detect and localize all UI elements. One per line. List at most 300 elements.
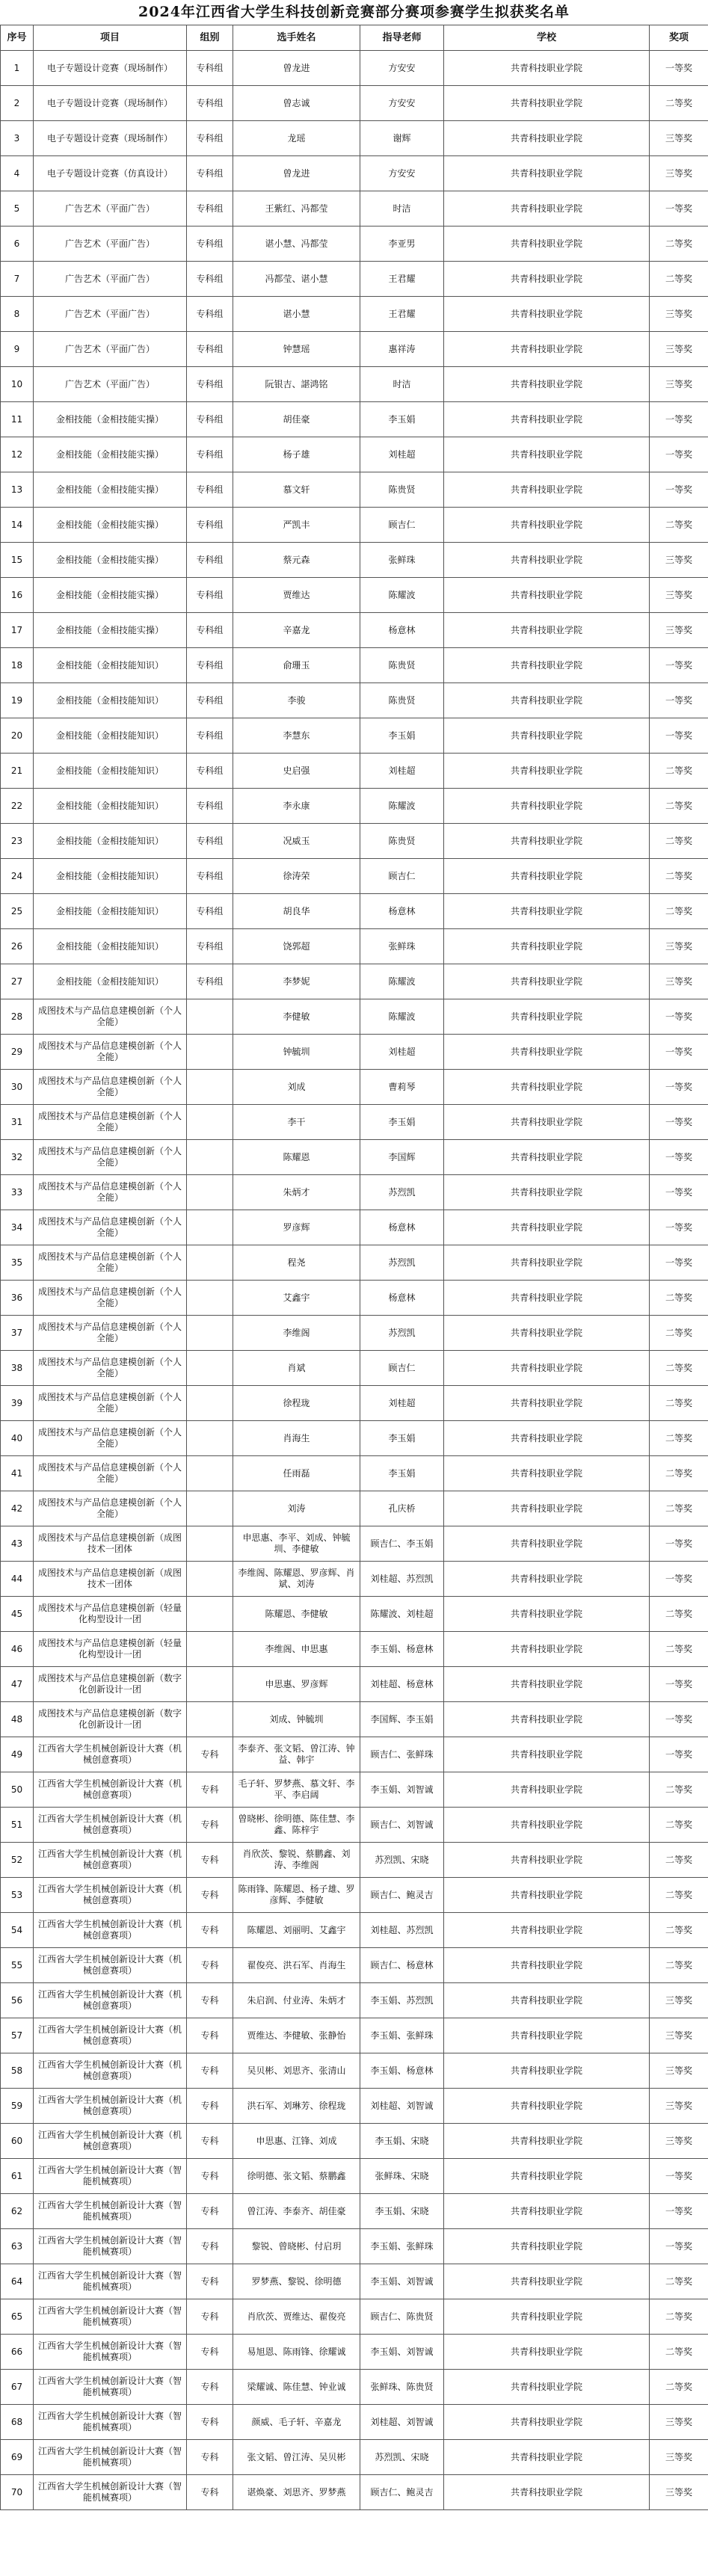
cell-index: 61: [1, 2159, 34, 2194]
cell-project: 江西省大学生机械创新设计大赛（机械创意赛项）: [34, 1913, 187, 1948]
cell-index: 65: [1, 2299, 34, 2335]
cell-group: 专科: [187, 2335, 233, 2370]
cell-index: 47: [1, 1667, 34, 1702]
cell-award: 三等奖: [650, 2440, 708, 2475]
cell-index: 14: [1, 508, 34, 543]
cell-school: 共青科技职业学院: [444, 2264, 650, 2299]
cell-contestants: 肖斌: [233, 1351, 360, 1386]
cell-group: 专科组: [187, 859, 233, 894]
table-row: [1, 1983, 708, 2018]
cell-project: 电子专题设计竞赛（现场制作）: [34, 51, 187, 86]
table-row: [1, 1281, 708, 1316]
table-row: [1, 964, 708, 999]
cell-index: 42: [1, 1491, 34, 1526]
cell-advisors: 李玉娟、苏烈凯: [360, 1983, 444, 2018]
cell-contestants: 徐明德、张文韬、蔡鹏鑫: [233, 2159, 360, 2194]
cell-award: 一等奖: [650, 683, 708, 718]
cell-index: 19: [1, 683, 34, 718]
cell-school: 共青科技职业学院: [444, 1772, 650, 1808]
cell-group: 专科组: [187, 367, 233, 402]
table-row: [1, 1456, 708, 1491]
cell-advisors: 方安安: [360, 156, 444, 191]
cell-school: 共青科技职业学院: [444, 51, 650, 86]
table-row: [1, 1245, 708, 1281]
cell-advisors: 陈贵贤: [360, 683, 444, 718]
cell-group: 专科: [187, 2053, 233, 2089]
cell-contestants: 曾龙进: [233, 156, 360, 191]
cell-school: 共青科技职业学院: [444, 472, 650, 508]
cell-contestants: 俞珊玉: [233, 648, 360, 683]
cell-school: 共青科技职业学院: [444, 402, 650, 437]
column-header-award: 奖项: [650, 25, 708, 51]
cell-index: 6: [1, 227, 34, 262]
cell-project: 成图技术与产品信息建模创新（个人全能）: [34, 1281, 187, 1316]
cell-index: 56: [1, 1983, 34, 2018]
cell-award: 二等奖: [650, 1491, 708, 1526]
cell-group: 专科: [187, 1843, 233, 1878]
cell-school: 共青科技职业学院: [444, 2299, 650, 2335]
cell-project: 江西省大学生机械创新设计大赛（智能机械赛项）: [34, 2159, 187, 2194]
cell-project: 金相技能（金相技能知识）: [34, 929, 187, 964]
table-row: [1, 2299, 708, 2335]
table-row: [1, 1878, 708, 1913]
cell-index: 34: [1, 1210, 34, 1245]
cell-project: 成图技术与产品信息建模创新（轻量化构型设计一团: [34, 1597, 187, 1632]
cell-project: 广告艺术（平面广告）: [34, 191, 187, 227]
cell-school: 共青科技职业学院: [444, 929, 650, 964]
cell-index: 25: [1, 894, 34, 929]
cell-advisors: 顾吉仁、刘智诚: [360, 1808, 444, 1843]
cell-project: 江西省大学生机械创新设计大赛（智能机械赛项）: [34, 2264, 187, 2299]
cell-project: 成图技术与产品信息建模创新（个人全能）: [34, 1491, 187, 1526]
cell-project: 金相技能（金相技能知识）: [34, 894, 187, 929]
cell-project: 金相技能（金相技能实操）: [34, 472, 187, 508]
cell-school: 共青科技职业学院: [444, 1526, 650, 1562]
cell-project: 电子专题设计竞赛（现场制作）: [34, 121, 187, 156]
cell-advisors: 刘桂超: [360, 1386, 444, 1421]
cell-contestants: 李干: [233, 1105, 360, 1140]
cell-group: 专科组: [187, 227, 233, 262]
cell-school: 共青科技职业学院: [444, 1386, 650, 1421]
cell-school: 共青科技职业学院: [444, 683, 650, 718]
cell-advisors: 顾吉仁、杨意林: [360, 1948, 444, 1983]
cell-contestants: 李泰齐、张文韬、曾江涛、钟益、韩宇: [233, 1737, 360, 1772]
cell-index: 62: [1, 2194, 34, 2229]
cell-school: 共青科技职业学院: [444, 2370, 650, 2405]
cell-advisors: 王君耀: [360, 262, 444, 297]
cell-contestants: 李慧东: [233, 718, 360, 754]
cell-school: 共青科技职业学院: [444, 297, 650, 332]
cell-contestants: 曾志诚: [233, 86, 360, 121]
cell-advisors: 苏烈凯: [360, 1175, 444, 1210]
cell-award: 一等奖: [650, 1737, 708, 1772]
cell-group: [187, 1597, 233, 1632]
cell-project: 金相技能（金相技能知识）: [34, 824, 187, 859]
cell-group: 专科组: [187, 543, 233, 578]
cell-project: 江西省大学生机械创新设计大赛（机械创意赛项）: [34, 1948, 187, 1983]
cell-index: 53: [1, 1878, 34, 1913]
cell-award: 三等奖: [650, 2053, 708, 2089]
cell-group: [187, 1140, 233, 1175]
cell-contestants: 申思惠、江锋、刘成: [233, 2124, 360, 2159]
cell-advisors: 方安安: [360, 51, 444, 86]
cell-project: 成图技术与产品信息建模创新（轻量化构型设计一团: [34, 1632, 187, 1667]
cell-group: 专科组: [187, 929, 233, 964]
cell-group: [187, 1210, 233, 1245]
cell-index: 24: [1, 859, 34, 894]
cell-contestants: 饶郭超: [233, 929, 360, 964]
cell-award: 三等奖: [650, 297, 708, 332]
cell-award: 二等奖: [650, 1386, 708, 1421]
cell-contestants: 冯都莹、谌小慧: [233, 262, 360, 297]
cell-school: 共青科技职业学院: [444, 1737, 650, 1772]
cell-school: 共青科技职业学院: [444, 1351, 650, 1386]
cell-award: 二等奖: [650, 508, 708, 543]
cell-advisors: 陈耀波: [360, 789, 444, 824]
cell-advisors: 顾吉仁: [360, 1351, 444, 1386]
table-row: [1, 754, 708, 789]
cell-index: 21: [1, 754, 34, 789]
cell-school: 共青科技职业学院: [444, 1070, 650, 1105]
cell-index: 59: [1, 2089, 34, 2124]
cell-group: 专科: [187, 2370, 233, 2405]
cell-school: 共青科技职业学院: [444, 191, 650, 227]
table-row: [1, 1632, 708, 1667]
cell-index: 27: [1, 964, 34, 999]
cell-advisors: 张鲜珠: [360, 929, 444, 964]
cell-index: 54: [1, 1913, 34, 1948]
cell-project: 成图技术与产品信息建模创新（数字化创新设计一团: [34, 1667, 187, 1702]
cell-contestants: 易旭恩、陈雨锋、徐耀诚: [233, 2335, 360, 2370]
table-row: [1, 1843, 708, 1878]
cell-school: 共青科技职业学院: [444, 332, 650, 367]
cell-index: 37: [1, 1316, 34, 1351]
cell-school: 共青科技职业学院: [444, 718, 650, 754]
cell-award: 二等奖: [650, 2264, 708, 2299]
cell-advisors: 方安安: [360, 86, 444, 121]
cell-project: 成图技术与产品信息建模创新（个人全能）: [34, 1245, 187, 1281]
cell-advisors: 陈耀波: [360, 999, 444, 1035]
table-row: [1, 1070, 708, 1105]
cell-contestants: 龙瑶: [233, 121, 360, 156]
cell-school: 共青科技职业学院: [444, 824, 650, 859]
cell-index: 10: [1, 367, 34, 402]
cell-index: 22: [1, 789, 34, 824]
cell-contestants: 刘成、钟毓圳: [233, 1702, 360, 1737]
cell-project: 成图技术与产品信息建模创新（个人全能）: [34, 1351, 187, 1386]
table-row: [1, 2018, 708, 2053]
cell-group: [187, 1562, 233, 1597]
cell-project: 江西省大学生机械创新设计大赛（机械创意赛项）: [34, 1983, 187, 2018]
cell-index: 43: [1, 1526, 34, 1562]
table-row: [1, 578, 708, 613]
cell-index: 12: [1, 437, 34, 472]
table-row: [1, 51, 708, 86]
cell-school: 共青科技职业学院: [444, 367, 650, 402]
cell-contestants: 颜威、毛子轩、辛嘉龙: [233, 2405, 360, 2440]
cell-project: 金相技能（金相技能知识）: [34, 648, 187, 683]
cell-project: 江西省大学生机械创新设计大赛（智能机械赛项）: [34, 2194, 187, 2229]
cell-contestants: 陈雨锋、陈耀恩、杨子雄、罗彦辉、李健敏: [233, 1878, 360, 1913]
cell-advisors: 李玉娟、张鲜珠: [360, 2229, 444, 2264]
cell-group: 专科组: [187, 472, 233, 508]
cell-contestants: 申思惠、李平、刘成、钟毓圳、李健敏: [233, 1526, 360, 1562]
cell-advisors: 曹莉琴: [360, 1070, 444, 1105]
cell-school: 共青科技职业学院: [444, 789, 650, 824]
cell-advisors: 顾吉仁、鲍灵吉: [360, 1878, 444, 1913]
cell-advisors: 苏烈凯: [360, 1245, 444, 1281]
cell-index: 60: [1, 2124, 34, 2159]
cell-school: 共青科技职业学院: [444, 999, 650, 1035]
cell-group: 专科组: [187, 332, 233, 367]
cell-project: 成图技术与产品信息建模创新（个人全能）: [34, 1386, 187, 1421]
cell-contestants: 肖欣茨、贾维达、翟俊亮: [233, 2299, 360, 2335]
cell-school: 共青科技职业学院: [444, 1035, 650, 1070]
cell-group: 专科组: [187, 789, 233, 824]
cell-award: 三等奖: [650, 2089, 708, 2124]
cell-school: 共青科技职业学院: [444, 2159, 650, 2194]
cell-project: 金相技能（金相技能知识）: [34, 964, 187, 999]
table-row: [1, 1491, 708, 1526]
cell-award: 一等奖: [650, 2194, 708, 2229]
cell-advisors: 孔庆桥: [360, 1491, 444, 1526]
cell-group: 专科: [187, 1913, 233, 1948]
cell-group: 专科: [187, 2089, 233, 2124]
cell-contestants: 史启强: [233, 754, 360, 789]
cell-contestants: 任雨磊: [233, 1456, 360, 1491]
cell-award: 一等奖: [650, 1702, 708, 1737]
cell-contestants: 徐涛荣: [233, 859, 360, 894]
cell-project: 江西省大学生机械创新设计大赛（智能机械赛项）: [34, 2335, 187, 2370]
cell-award: 二等奖: [650, 2299, 708, 2335]
cell-index: 8: [1, 297, 34, 332]
cell-award: 三等奖: [650, 929, 708, 964]
cell-school: 共青科技职业学院: [444, 2229, 650, 2264]
cell-school: 共青科技职业学院: [444, 2018, 650, 2053]
cell-group: [187, 1702, 233, 1737]
cell-award: 二等奖: [650, 2370, 708, 2405]
cell-project: 成图技术与产品信息建模创新（个人全能）: [34, 1140, 187, 1175]
cell-advisors: 顾吉仁: [360, 508, 444, 543]
cell-group: 专科组: [187, 86, 233, 121]
table-row: [1, 718, 708, 754]
cell-contestants: 慕文轩: [233, 472, 360, 508]
cell-index: 45: [1, 1597, 34, 1632]
table-row: [1, 2335, 708, 2370]
cell-group: [187, 1386, 233, 1421]
cell-award: 一等奖: [650, 1175, 708, 1210]
cell-contestants: 谌焕豪、刘思齐、罗梦燕: [233, 2475, 360, 2510]
cell-award: 一等奖: [650, 1140, 708, 1175]
table-row: [1, 929, 708, 964]
cell-advisors: 谢辉: [360, 121, 444, 156]
cell-group: 专科组: [187, 718, 233, 754]
cell-group: 专科组: [187, 156, 233, 191]
cell-advisors: 陈耀波、刘桂超: [360, 1597, 444, 1632]
cell-index: 30: [1, 1070, 34, 1105]
cell-contestants: 曾龙进: [233, 51, 360, 86]
cell-group: [187, 1105, 233, 1140]
table-row: [1, 121, 708, 156]
cell-award: 三等奖: [650, 332, 708, 367]
cell-group: [187, 1281, 233, 1316]
cell-advisors: 杨意林: [360, 1281, 444, 1316]
cell-contestants: 辛嘉龙: [233, 613, 360, 648]
cell-contestants: 李维阁、陈耀恩、罗彦辉、肖斌、刘涛: [233, 1562, 360, 1597]
cell-contestants: 贾维达: [233, 578, 360, 613]
cell-school: 共青科技职业学院: [444, 1105, 650, 1140]
cell-project: 江西省大学生机械创新设计大赛（智能机械赛项）: [34, 2440, 187, 2475]
cell-project: 成图技术与产品信息建模创新（成图技术一团体: [34, 1526, 187, 1562]
cell-school: 共青科技职业学院: [444, 964, 650, 999]
cell-group: 专科组: [187, 297, 233, 332]
cell-group: 专科: [187, 2229, 233, 2264]
cell-school: 共青科技职业学院: [444, 1948, 650, 1983]
cell-group: 专科组: [187, 683, 233, 718]
cell-award: 一等奖: [650, 718, 708, 754]
cell-school: 共青科技职业学院: [444, 1140, 650, 1175]
cell-award: 二等奖: [650, 1281, 708, 1316]
cell-project: 广告艺术（平面广告）: [34, 332, 187, 367]
cell-contestants: 洪石军、刘琳芳、徐程珑: [233, 2089, 360, 2124]
cell-contestants: 吴贝彬、刘思齐、张清山: [233, 2053, 360, 2089]
cell-contestants: 阮银吉、諶鸿铭: [233, 367, 360, 402]
cell-advisors: 李玉娟、宋晓: [360, 2124, 444, 2159]
cell-project: 金相技能（金相技能知识）: [34, 683, 187, 718]
cell-school: 共青科技职业学院: [444, 648, 650, 683]
table-row: [1, 1351, 708, 1386]
cell-advisors: 刘桂超、苏烈凯: [360, 1913, 444, 1948]
cell-advisors: 李国辉、李玉娟: [360, 1702, 444, 1737]
table-row: [1, 472, 708, 508]
cell-advisors: 李玉娟: [360, 1105, 444, 1140]
cell-advisors: 李玉娟、刘智诚: [360, 2335, 444, 2370]
cell-award: 一等奖: [650, 191, 708, 227]
cell-index: 41: [1, 1456, 34, 1491]
cell-group: 专科组: [187, 894, 233, 929]
cell-project: 成图技术与产品信息建模创新（个人全能）: [34, 1035, 187, 1070]
cell-award: 一等奖: [650, 2159, 708, 2194]
cell-advisors: 顾吉仁、鲍灵吉: [360, 2475, 444, 2510]
cell-advisors: 苏烈凯、宋晓: [360, 2440, 444, 2475]
table-row: [1, 437, 708, 472]
cell-award: 二等奖: [650, 1948, 708, 1983]
cell-index: 57: [1, 2018, 34, 2053]
cell-index: 50: [1, 1772, 34, 1808]
cell-contestants: 翟俊亮、洪石军、肖海生: [233, 1948, 360, 1983]
cell-award: 二等奖: [650, 1843, 708, 1878]
cell-index: 49: [1, 1737, 34, 1772]
table-row: [1, 1667, 708, 1702]
cell-award: 三等奖: [650, 121, 708, 156]
table-row: [1, 543, 708, 578]
cell-award: 二等奖: [650, 789, 708, 824]
table-row: [1, 613, 708, 648]
cell-group: 专科: [187, 2405, 233, 2440]
column-header-advisors: 指导老师: [360, 25, 444, 51]
cell-school: 共青科技职业学院: [444, 2405, 650, 2440]
cell-contestants: 杨子雄: [233, 437, 360, 472]
table-row: [1, 262, 708, 297]
cell-group: 专科组: [187, 191, 233, 227]
cell-index: 64: [1, 2264, 34, 2299]
cell-contestants: 刘涛: [233, 1491, 360, 1526]
cell-index: 4: [1, 156, 34, 191]
cell-project: 成图技术与产品信息建模创新（个人全能）: [34, 1070, 187, 1105]
cell-contestants: 朱炳才: [233, 1175, 360, 1210]
table-row: [1, 2089, 708, 2124]
cell-award: 二等奖: [650, 1316, 708, 1351]
cell-school: 共青科技职业学院: [444, 1843, 650, 1878]
cell-advisors: 李玉娟、宋晓: [360, 2194, 444, 2229]
table-row: [1, 2053, 708, 2089]
cell-award: 一等奖: [650, 1245, 708, 1281]
cell-award: 二等奖: [650, 754, 708, 789]
cell-group: [187, 999, 233, 1035]
cell-contestants: 陈耀恩、李健敏: [233, 1597, 360, 1632]
cell-contestants: 谌小慧: [233, 297, 360, 332]
cell-advisors: 刘桂超: [360, 754, 444, 789]
cell-contestants: 罗梦燕、黎锐、徐明德: [233, 2264, 360, 2299]
table-row: [1, 402, 708, 437]
table-row: [1, 1772, 708, 1808]
cell-index: 11: [1, 402, 34, 437]
cell-project: 江西省大学生机械创新设计大赛（机械创意赛项）: [34, 1843, 187, 1878]
cell-award: 二等奖: [650, 1351, 708, 1386]
cell-group: 专科: [187, 2124, 233, 2159]
cell-award: 二等奖: [650, 824, 708, 859]
cell-award: 二等奖: [650, 227, 708, 262]
cell-index: 51: [1, 1808, 34, 1843]
cell-project: 江西省大学生机械创新设计大赛（智能机械赛项）: [34, 2475, 187, 2510]
table-row: [1, 894, 708, 929]
cell-contestants: 梁耀诚、陈佳慧、钟业诚: [233, 2370, 360, 2405]
cell-index: 46: [1, 1632, 34, 1667]
cell-award: 二等奖: [650, 859, 708, 894]
cell-group: 专科组: [187, 262, 233, 297]
table-row: [1, 297, 708, 332]
column-header-group: 组别: [187, 25, 233, 51]
cell-advisors: 李玉娟、杨意林: [360, 2053, 444, 2089]
cell-project: 江西省大学生机械创新设计大赛（机械创意赛项）: [34, 1878, 187, 1913]
cell-award: 二等奖: [650, 1878, 708, 1913]
cell-contestants: 胡良华: [233, 894, 360, 929]
cell-school: 共青科技职业学院: [444, 2440, 650, 2475]
cell-group: [187, 1035, 233, 1070]
cell-advisors: 陈贵贤: [360, 648, 444, 683]
cell-project: 成图技术与产品信息建模创新（个人全能）: [34, 1456, 187, 1491]
cell-school: 共青科技职业学院: [444, 121, 650, 156]
cell-award: 三等奖: [650, 613, 708, 648]
cell-project: 金相技能（金相技能知识）: [34, 754, 187, 789]
cell-advisors: 陈耀波: [360, 964, 444, 999]
cell-index: 31: [1, 1105, 34, 1140]
cell-award: 二等奖: [650, 1808, 708, 1843]
table-row: [1, 789, 708, 824]
table-row: [1, 332, 708, 367]
cell-award: 三等奖: [650, 578, 708, 613]
cell-award: 三等奖: [650, 2018, 708, 2053]
cell-award: 二等奖: [650, 1421, 708, 1456]
cell-school: 共青科技职业学院: [444, 578, 650, 613]
cell-contestants: 张文韬、曾江涛、吴贝彬: [233, 2440, 360, 2475]
cell-contestants: 罗彦辉: [233, 1210, 360, 1245]
column-header-school: 学校: [444, 25, 650, 51]
cell-award: 三等奖: [650, 2405, 708, 2440]
cell-school: 共青科技职业学院: [444, 1175, 650, 1210]
cell-school: 共青科技职业学院: [444, 1456, 650, 1491]
table-row: [1, 86, 708, 121]
